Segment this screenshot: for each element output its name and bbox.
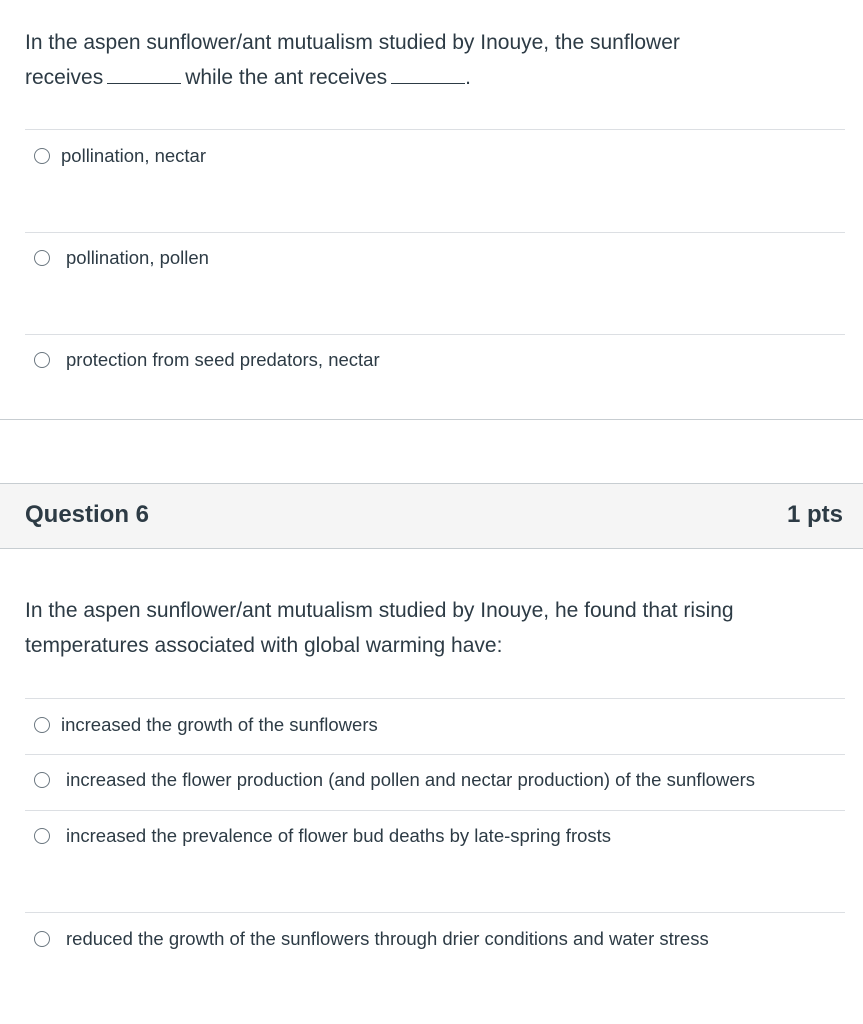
question-5-text-part4: . <box>465 66 471 89</box>
answer-label: protection from seed predators, nectar <box>66 349 380 370</box>
answer-label: pollination, pollen <box>66 247 209 268</box>
q6-answer-option[interactable] <box>25 822 845 850</box>
answer-divider <box>25 912 845 913</box>
q5-answer-option[interactable] <box>25 142 845 170</box>
radio-button[interactable] <box>34 352 50 368</box>
q6-answer-option[interactable] <box>25 766 845 794</box>
answer-label: increased the growth of the sunflowers <box>61 714 378 735</box>
question-points: 1 pts <box>786 501 843 528</box>
question-title: Question 6 <box>25 501 150 528</box>
answer-label: reduced the growth of the sunflowers through drier conditions and water stress <box>66 928 709 949</box>
q6-answer-option[interactable] <box>25 711 845 739</box>
question-5-text-part1: In the aspen sunflower/ant mutualism studied by Inouye, the sunflower <box>25 31 680 54</box>
question-5-text <box>25 25 845 95</box>
question-5-text-part2: receives <box>25 66 104 89</box>
question-separator <box>0 419 863 420</box>
answer-label: pollination, nectar <box>61 145 207 166</box>
answer-label: increased the flower production (and pollen and nectar production) of the sunflowers <box>66 769 756 790</box>
radio-button[interactable] <box>34 772 50 788</box>
fill-in-blank-1 <box>107 66 181 84</box>
fill-in-blank-2 <box>391 66 465 84</box>
answer-divider <box>25 129 845 130</box>
radio-button[interactable] <box>34 931 50 947</box>
answer-divider <box>25 698 845 699</box>
radio-button[interactable] <box>34 148 50 164</box>
answer-divider <box>25 232 845 233</box>
answer-label: increased the prevalence of flower bud deaths by late-spring frosts <box>66 825 612 846</box>
q5-answer-option[interactable] <box>25 346 845 374</box>
answer-divider <box>25 810 845 811</box>
radio-button[interactable] <box>34 828 50 844</box>
q6-answer-option[interactable] <box>25 925 845 953</box>
answer-divider <box>25 754 845 755</box>
radio-button[interactable] <box>34 250 50 266</box>
radio-button[interactable] <box>34 717 50 733</box>
question-6-text: In the aspen sunflower/ant mutualism studied by Inouye, he found that rising temperatures associated with global warming have: <box>25 599 734 657</box>
answer-divider <box>25 334 845 335</box>
question-5-text-part3: while the ant receives <box>185 66 388 89</box>
question-6-header <box>0 483 863 549</box>
q5-answer-option[interactable] <box>25 244 845 272</box>
